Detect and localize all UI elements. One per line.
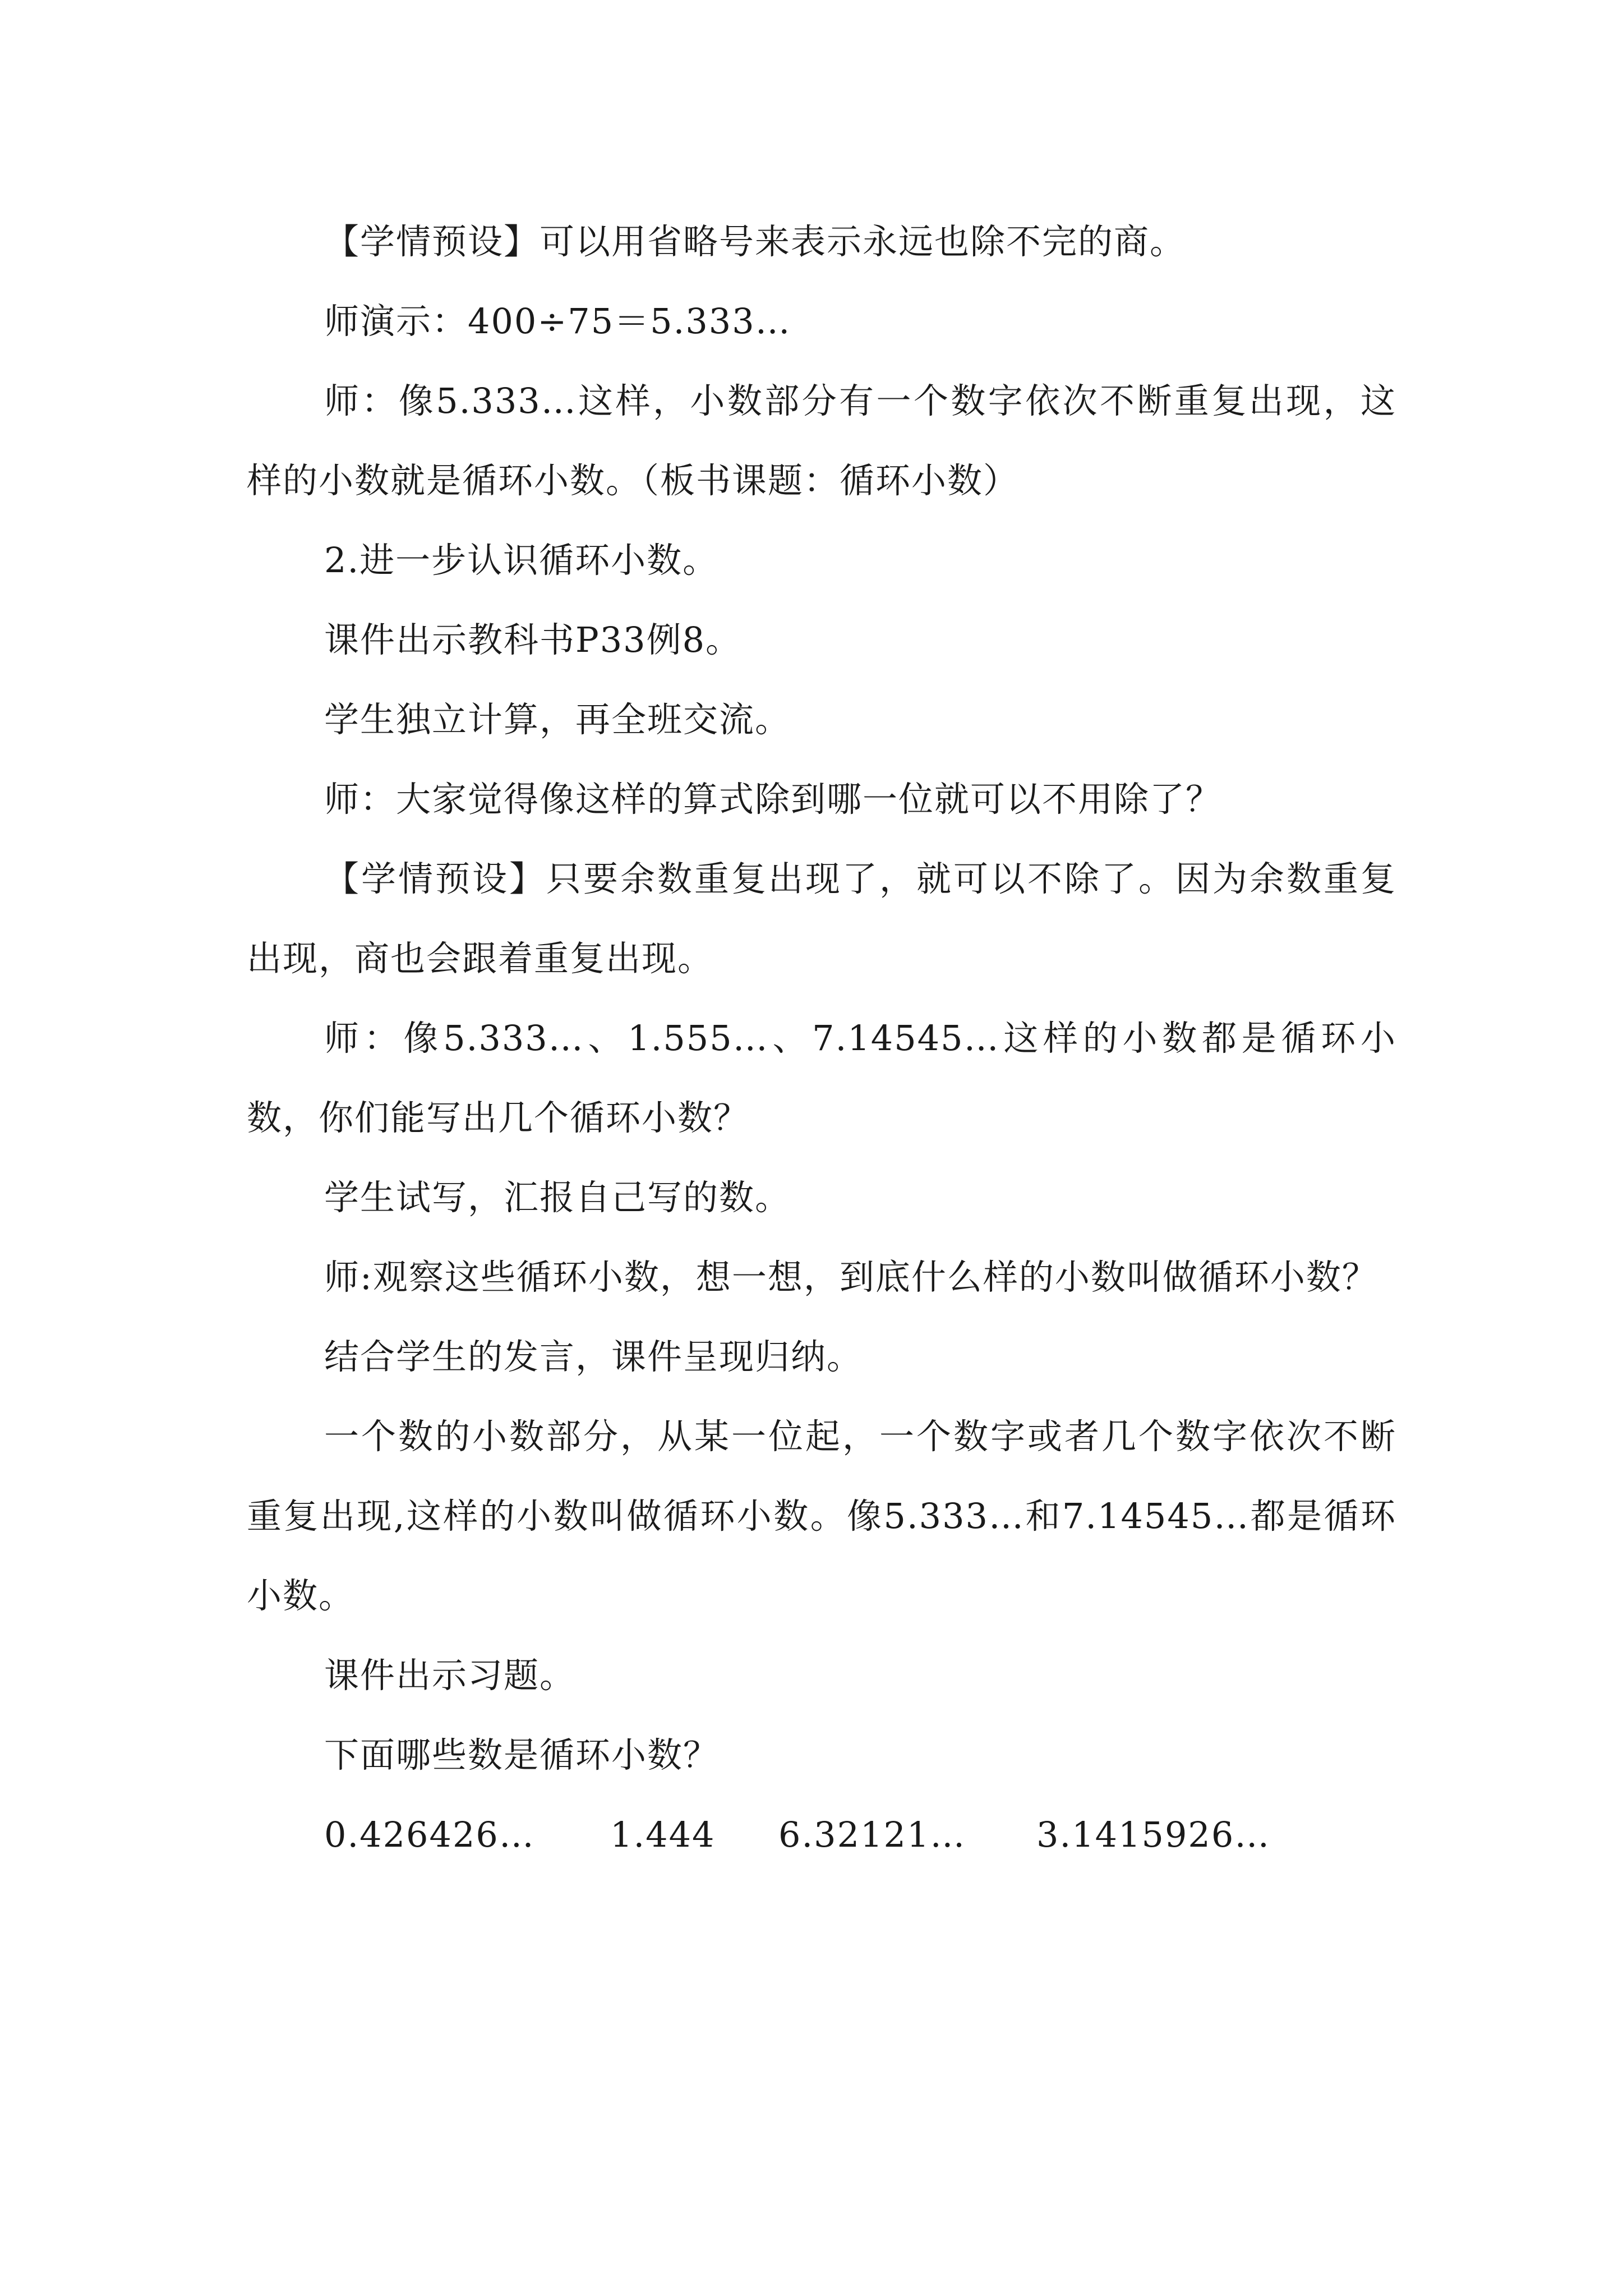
paragraph-summary-intro: 结合学生的发言，课件呈现归纳。 bbox=[324, 1336, 863, 1377]
paragraph-definition: 一个数的小数部分，从某一位起，一个数字或者几个数字依次不断重复出现,这样的小数叫做循环小数。像5.333…和7.14545…都是循环小数。 bbox=[247, 1416, 1396, 1616]
paragraph-teacher-question: 师：大家觉得像这样的算式除到哪一位就可以不用除了？ bbox=[324, 779, 1222, 820]
exercise-number: 6.32121… bbox=[778, 1814, 966, 1855]
paragraph-preset-2: 【学情预设】只要余数重复出现了，就可以不除了。因为余数重复出现，商也会跟着重复出现。 bbox=[247, 858, 1396, 979]
paragraph-step-2: 2.进一步认识循环小数。 bbox=[324, 540, 719, 581]
paragraph-courseware-example: 课件出示教科书P33例8。 bbox=[324, 619, 742, 660]
exercise-number: 3.1415926… bbox=[1036, 1814, 1271, 1855]
paragraph-preset-1: 【学情预设】可以用省略号来表示永远也除不完的商。 bbox=[324, 221, 1186, 262]
paragraph-exercise-question: 下面哪些数是循环小数？ bbox=[324, 1734, 720, 1775]
document-body bbox=[247, 202, 1396, 1875]
paragraph-students-calc: 学生独立计算，再全班交流。 bbox=[324, 699, 791, 740]
exercise-number: 1.444 bbox=[610, 1814, 716, 1855]
paragraph-teacher-observe: 师:观察这些循环小数，想一想，到底什么样的小数叫做循环小数？ bbox=[324, 1257, 1378, 1297]
paragraph-teacher-examples: 师：像5.333…、1.555…、7.14545…这样的小数都是循环小数，你们能写出几个循环小数？ bbox=[247, 1018, 1396, 1138]
paragraph-definition-intro: 师：像5.333…这样，小数部分有一个数字依次不断重复出现，这样的小数就是循环小数。（板书课题：循环小数） bbox=[247, 380, 1396, 501]
paragraph-teacher-demo: 师演示：400÷75＝5.333… bbox=[324, 301, 791, 342]
exercise-numbers-row bbox=[324, 1795, 1396, 1875]
exercise-number: 0.426426… bbox=[324, 1814, 535, 1855]
paragraph-students-write: 学生试写，汇报自己写的数。 bbox=[324, 1177, 791, 1218]
paragraph-exercise-intro: 课件出示习题。 bbox=[324, 1655, 576, 1696]
